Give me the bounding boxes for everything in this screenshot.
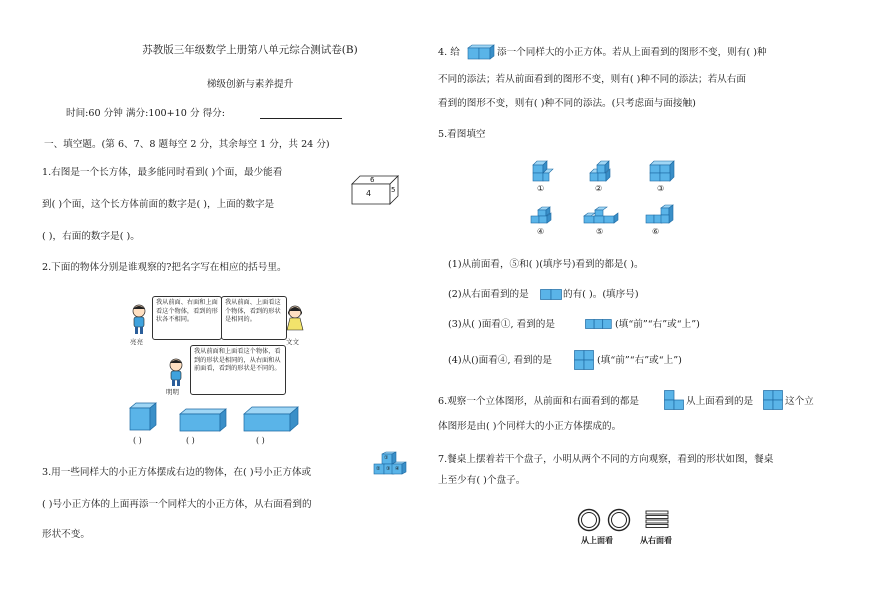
two-cube-figure bbox=[467, 44, 495, 60]
plates-side-view bbox=[645, 510, 669, 530]
view-l-shape bbox=[664, 390, 684, 410]
child-mingming-icon bbox=[165, 358, 187, 386]
cube-label-1: ① bbox=[384, 455, 389, 461]
q6-line1-end: 这个立 bbox=[785, 396, 814, 407]
cuboid-solid-3 bbox=[242, 406, 300, 432]
q5-sub1: (1)从前面看，⑤和( )(填序号)看到的都是( )。 bbox=[448, 259, 644, 270]
subtitle: 梯级创新与素养提升 bbox=[206, 79, 294, 90]
q7-line1: 7.餐桌上摆着若干个盘子，小明从两个不同的方向观察，看到的形状如图，餐桌 bbox=[438, 454, 774, 465]
solid-figure-4 bbox=[530, 206, 556, 224]
answer-paren-2[interactable]: ( ) bbox=[186, 436, 195, 445]
q5-sub2: 的有( )。(填序号) bbox=[563, 289, 639, 300]
q4-line1: 添一个同样大的小正方体。若从上面看到的图形不变，则有( )种 bbox=[497, 47, 767, 58]
cube-solid-1 bbox=[128, 402, 158, 432]
answer-paren-1[interactable]: ( ) bbox=[133, 436, 142, 445]
view-two-squares bbox=[540, 289, 562, 300]
q4-line1-start: 4. 给 bbox=[438, 47, 460, 58]
q4-line2: 不同的添法；若从前面看到的图形不变，则有( )种不同的添法；若从右面 bbox=[438, 74, 746, 85]
solid-figure-5 bbox=[583, 206, 619, 224]
label-right-view: 从右面看 bbox=[640, 535, 672, 545]
view-three-squares bbox=[585, 319, 612, 329]
score-blank[interactable] bbox=[260, 118, 342, 119]
figure-label-6: ⑥ bbox=[652, 227, 660, 236]
q3-line2: ( )号小正方体的上面再添一个同样大的小正方体，从右面看到的 bbox=[42, 499, 312, 510]
q5-sub2-start: (2)从右面看到的是 bbox=[448, 289, 529, 300]
label-top-view: 从上面看 bbox=[581, 535, 613, 545]
cuboid-solid-2 bbox=[178, 408, 228, 432]
page-title: 苏教版三年级数学上册第八单元综合测试卷(B) bbox=[142, 44, 358, 56]
q1-line3: ( )，右面的数字是( )。 bbox=[42, 231, 140, 242]
figure-label-4: ④ bbox=[537, 227, 545, 236]
name-liangliang: 亮亮 bbox=[130, 338, 143, 346]
answer-paren-3[interactable]: ( ) bbox=[256, 436, 265, 445]
q6-line1-start: 6.观察一个立体图形，从前面和右面看到的都是 bbox=[438, 396, 640, 407]
cuboid-top-number: 6 bbox=[370, 176, 375, 184]
figure-label-2: ② bbox=[595, 184, 603, 193]
q6-line2: 体图形是由( )个同样大的小正方体摆成的。 bbox=[438, 421, 622, 432]
plates-top-view bbox=[577, 508, 633, 532]
name-wenwen: 文文 bbox=[286, 338, 299, 346]
cube-label-4: ④ bbox=[395, 466, 400, 472]
solid-figure-2 bbox=[589, 160, 613, 182]
view-four-squares bbox=[574, 350, 594, 370]
q3-line3: 形状不变。 bbox=[42, 529, 90, 540]
section-heading: 一、填空题。(第 6、7、8 题每空 2 分，其余每空 1 分，共 24 分) bbox=[44, 139, 330, 150]
q2-line1: 2.下面的物体分别是谁观察的?把名字写在相应的括号里。 bbox=[42, 262, 287, 273]
q7-line2: 上至少有( )个盘子。 bbox=[438, 475, 526, 486]
child-wenwen-icon bbox=[284, 304, 306, 334]
q5-sub3: (填“前”“右”或“上”) bbox=[615, 319, 700, 330]
exam-info: 时间:60 分钟 满分:100+10 分 得分: bbox=[66, 108, 226, 119]
cube-label-3: ③ bbox=[386, 466, 391, 472]
child-liangliang-icon bbox=[128, 304, 150, 336]
figure-label-5: ⑤ bbox=[596, 227, 604, 236]
q5-sub4: (填“前”“右”或“上”) bbox=[597, 355, 682, 366]
q5-sub4-start: (4)从()面看④, 看到的是 bbox=[448, 355, 552, 366]
cuboid-front-number: 4 bbox=[366, 189, 372, 198]
figure-label-1: ① bbox=[537, 184, 545, 193]
q5-heading: 5.看图填空 bbox=[438, 129, 486, 140]
speech-bubble-mingming: 我从前面和上面看这个物体，看到的形状是相同的，从右面和从前面看，看到的形状是不同的。 bbox=[190, 345, 286, 395]
q3-line1: 3.用一些同样大的小正方体摆成右边的物体，在( )号小正方体或 bbox=[42, 467, 312, 478]
name-mingming: 明明 bbox=[166, 388, 179, 396]
cube-label-2: ② bbox=[376, 466, 381, 472]
q6-line1-mid: 从上面看到的是 bbox=[686, 396, 754, 407]
figure-label-3: ③ bbox=[657, 184, 665, 193]
q4-line3: 看到的图形不变，则有( )种不同的添法。(只考虑面与面接触) bbox=[438, 98, 696, 109]
q5-sub3-start: (3)从( )面看①, 看到的是 bbox=[448, 319, 555, 330]
solid-figure-6 bbox=[645, 204, 675, 224]
solid-figure-3 bbox=[649, 160, 679, 182]
q1-line1: 1.右图是一个长方体，最多能同时看到( )个面，最少能看 bbox=[42, 167, 283, 178]
solid-figure-1 bbox=[532, 160, 554, 182]
speech-bubble-liangliang: 我从前面、右面和上面看这个物体，看到的形状各不相同。 bbox=[152, 296, 222, 340]
q1-line2: 到( )个面，这个长方体前面的数字是( )，上面的数字是 bbox=[42, 199, 275, 210]
speech-bubble-wenwen: 我从前面、上面看这个物体，看到的形状是相同的。 bbox=[221, 296, 287, 340]
view-top-four bbox=[763, 390, 783, 410]
cuboid-right-number: 5 bbox=[391, 186, 396, 194]
